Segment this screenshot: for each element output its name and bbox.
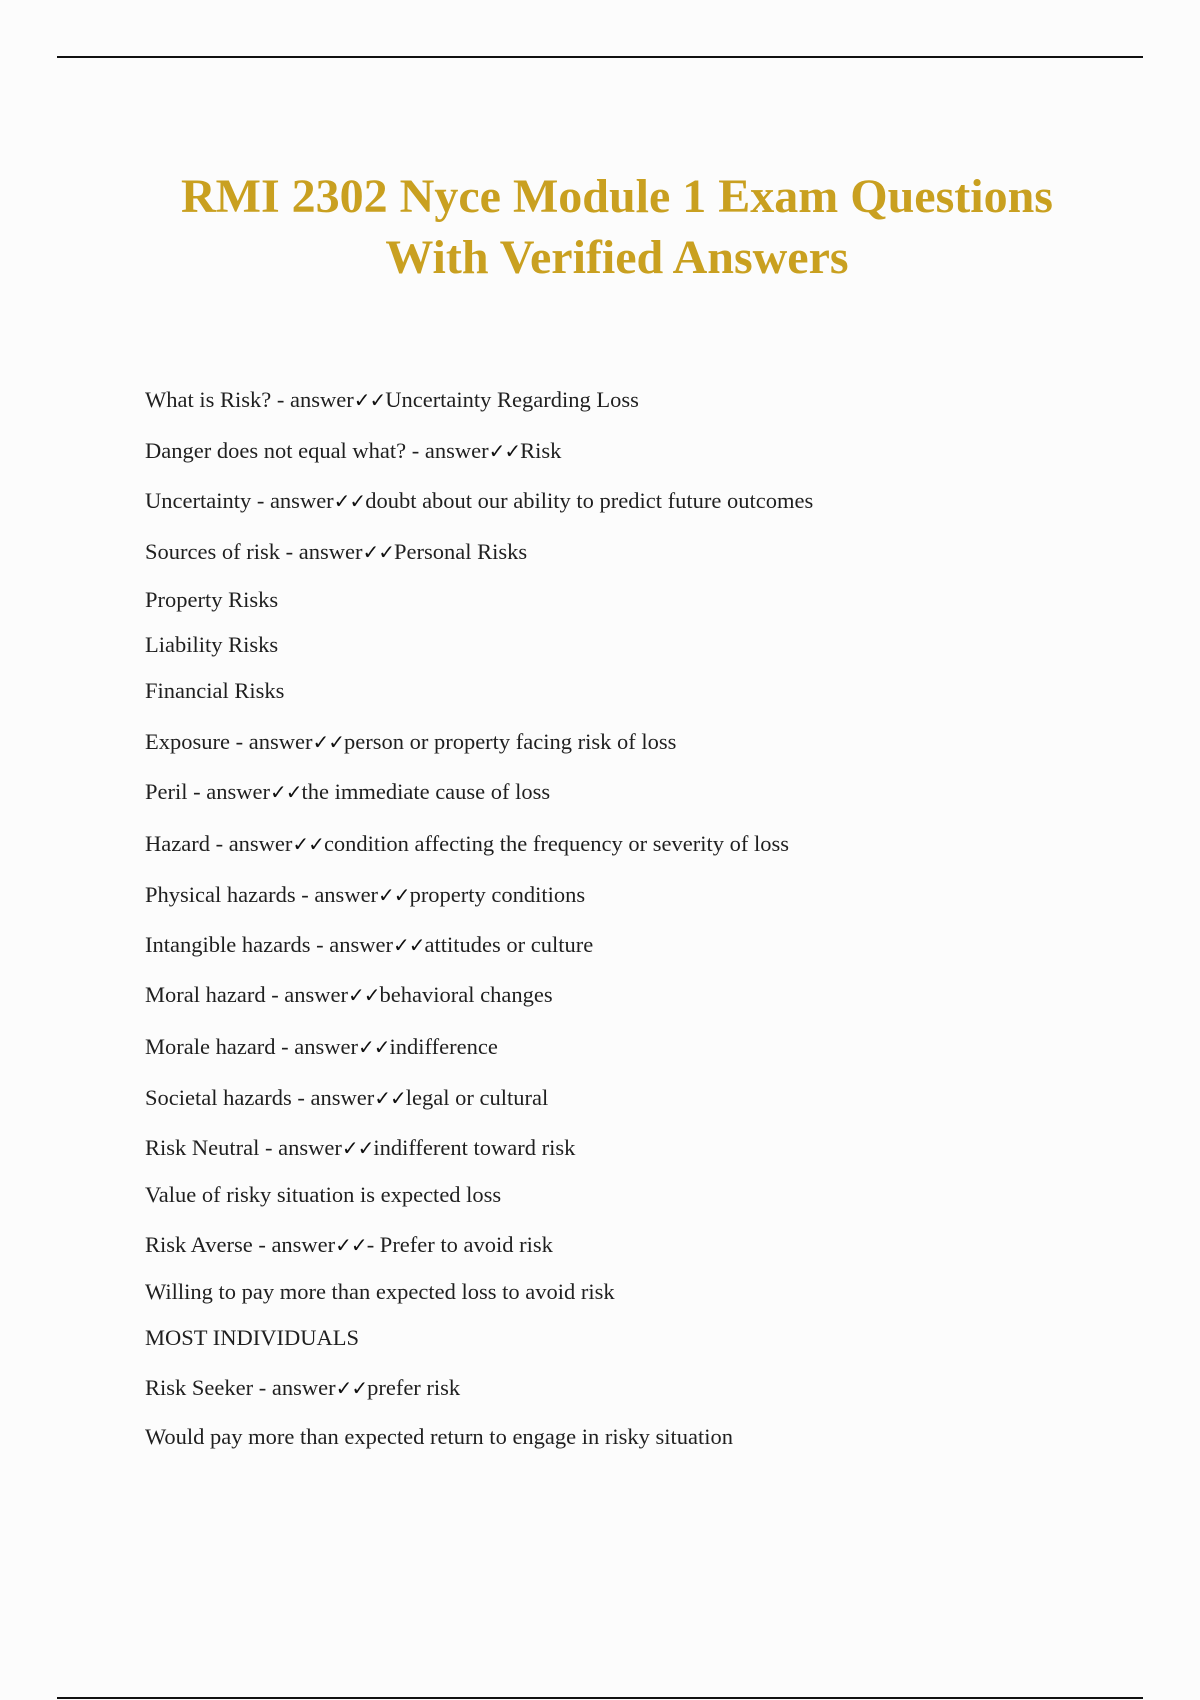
list-item: [145, 1084, 548, 1112]
double-check-icon: ✓✓: [335, 1233, 367, 1257]
double-check-icon: ✓✓: [488, 439, 521, 463]
list-item: [145, 981, 553, 1009]
question-text: Risk Seeker - answer: [145, 1375, 336, 1400]
answer-text: property conditions: [409, 882, 586, 907]
answer-text: Personal Risks: [393, 539, 528, 564]
top-rule: [57, 56, 1143, 58]
question-text: Risk Neutral - answer: [145, 1135, 342, 1160]
list-item: [145, 728, 676, 756]
list-item: [145, 538, 527, 566]
list-item-continuation: MOST INDIVIDUALS: [145, 1325, 359, 1350]
double-check-icon: ✓✓: [348, 983, 380, 1007]
question-text: Intangible hazards - answer: [145, 932, 394, 957]
question-text: Danger does not equal what? - answer: [145, 438, 489, 463]
list-item: [145, 1231, 553, 1259]
bottom-rule: [57, 1697, 1143, 1699]
answer-text: attitudes or culture: [424, 932, 594, 957]
list-item: [145, 881, 585, 909]
list-item: [145, 487, 813, 515]
answer-text: the immediate cause of loss: [301, 779, 551, 804]
list-item-continuation: Financial Risks: [145, 678, 285, 703]
answer-text: indifference: [389, 1034, 498, 1059]
answer-text: behavioral changes: [379, 982, 553, 1007]
question-text: What is Risk? - answer: [145, 387, 354, 412]
question-text: Risk Averse - answer: [145, 1232, 336, 1257]
list-item: [145, 437, 561, 465]
double-check-icon: ✓✓: [378, 883, 410, 907]
document-title: [0, 166, 1200, 288]
double-check-icon: ✓✓: [269, 780, 302, 804]
list-item: [145, 1374, 460, 1402]
answer-text: - Prefer to avoid risk: [366, 1232, 553, 1257]
list-item: [145, 778, 550, 806]
list-item-continuation: Liability Risks: [145, 632, 279, 657]
answer-text: legal or cultural: [405, 1085, 549, 1110]
list-item: [145, 931, 593, 959]
double-check-icon: ✓✓: [312, 730, 344, 754]
list-item-continuation: Willing to pay more than expected loss to avoid risk: [145, 1279, 615, 1304]
question-text: Physical hazards - answer: [145, 882, 379, 907]
answer-text: person or property facing risk of loss: [343, 729, 677, 754]
double-check-icon: ✓✓: [353, 388, 386, 412]
answer-text: prefer risk: [367, 1375, 461, 1400]
list-item: [145, 386, 639, 414]
double-check-icon: ✓✓: [333, 489, 366, 513]
list-item: [145, 1134, 575, 1162]
answer-text: indifferent toward risk: [373, 1135, 576, 1160]
title-line-1: RMI 2302 Nyce Module 1 Exam Questions: [181, 170, 1053, 223]
double-check-icon: ✓✓: [362, 540, 394, 564]
answer-text: Risk: [520, 438, 562, 463]
question-text: Uncertainty - answer: [145, 488, 334, 513]
question-text: Morale hazard - answer: [145, 1034, 359, 1059]
question-text: Sources of risk - answer: [145, 539, 363, 564]
answer-text: Uncertainty Regarding Loss: [385, 387, 639, 412]
double-check-icon: ✓✓: [358, 1035, 390, 1059]
double-check-icon: ✓✓: [393, 933, 425, 957]
double-check-icon: ✓✓: [292, 832, 324, 856]
list-item-continuation: Value of risky situation is expected loss: [145, 1182, 502, 1207]
question-text: Hazard - answer: [145, 831, 293, 856]
double-check-icon: ✓✓: [341, 1136, 374, 1160]
double-check-icon: ✓✓: [374, 1086, 406, 1110]
list-item: [145, 830, 789, 858]
list-item-continuation: Property Risks: [145, 587, 279, 612]
double-check-icon: ✓✓: [335, 1376, 368, 1400]
answer-text: doubt about our ability to predict future outcomes: [365, 488, 814, 513]
list-item: [145, 1033, 498, 1061]
question-text: Peril - answer: [145, 779, 270, 804]
title-line-2: With Verified Answers: [385, 231, 849, 284]
question-text: Moral hazard - answer: [145, 982, 349, 1007]
question-text: Societal hazards - answer: [145, 1085, 375, 1110]
list-item-continuation: Would pay more than expected return to engage in risky situation: [145, 1424, 734, 1449]
answer-text: condition affecting the frequency or severity of loss: [323, 831, 789, 856]
question-text: Exposure - answer: [145, 729, 313, 754]
